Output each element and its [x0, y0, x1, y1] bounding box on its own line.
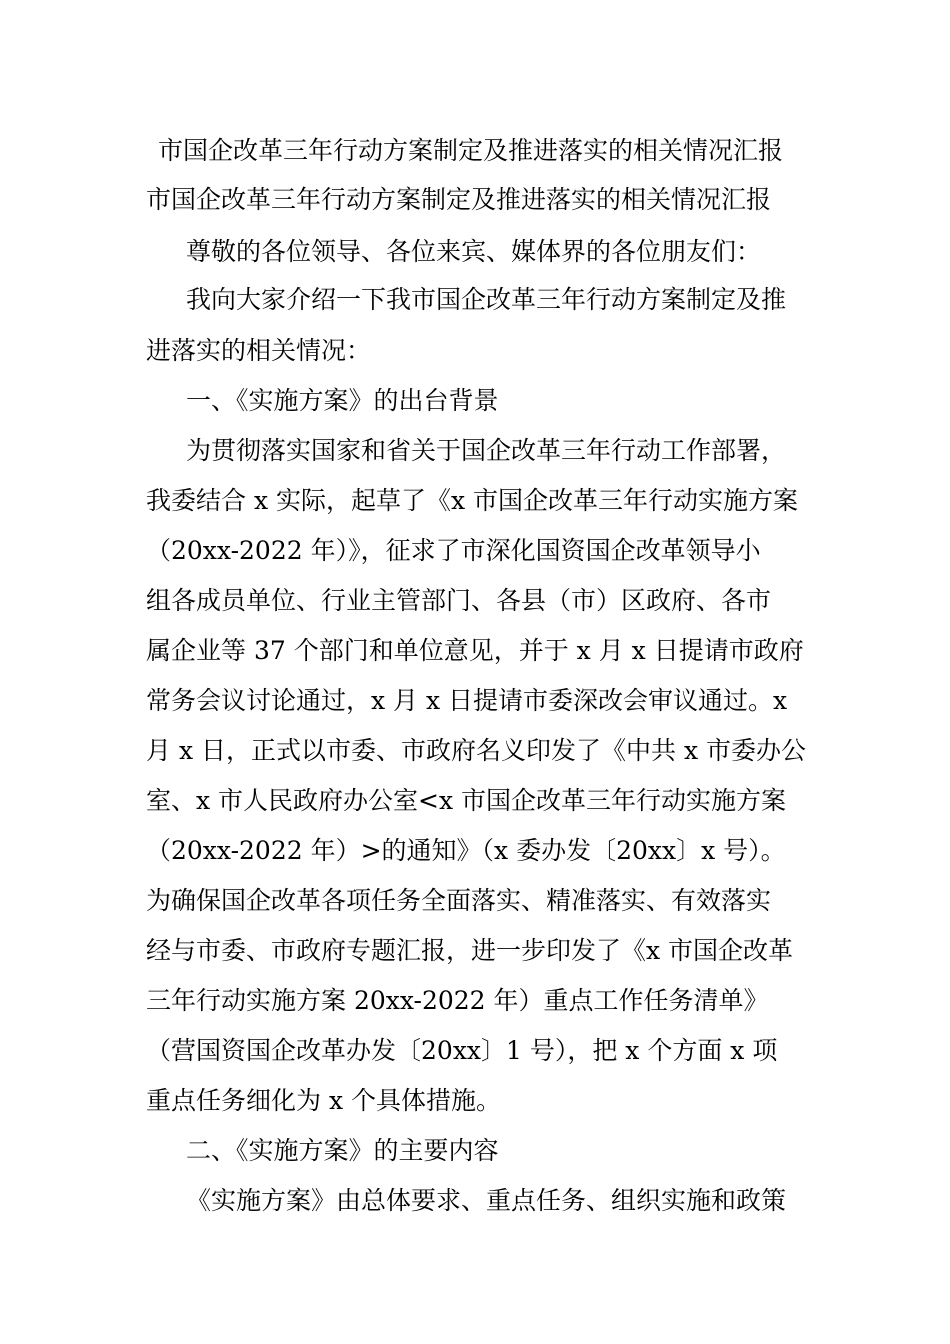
section-heading-2: 二、《实施方案》的主要内容: [186, 1136, 499, 1165]
paragraph-line: 组各成员单位、行业主管部门、各县（市）区政府、各市: [146, 586, 772, 615]
document-title: 市国企改革三年行动方案制定及推进落实的相关情况汇报: [158, 136, 784, 165]
section-heading-1: 一、《实施方案》的出台背景: [186, 386, 499, 415]
paragraph-line: 重点任务细化为 x 个具体措施。: [146, 1086, 501, 1115]
paragraph-line: 进落实的相关情况：: [146, 336, 372, 365]
salutation: 尊敬的各位领导、各位来宾、媒体界的各位朋友们：: [186, 237, 762, 266]
paragraph-line: 我向大家介绍一下我市国企改革三年行动方案制定及推: [186, 285, 787, 314]
paragraph-line: 室、x 市人民政府办公室<x 市国企改革三年行动实施方案: [146, 786, 787, 815]
paragraph-line: 为确保国企改革各项任务全面落实、精准落实、有效落实: [146, 886, 772, 915]
paragraph-line: （20xx-2022 年）》，征求了市深化国资国企改革领导小: [146, 536, 761, 565]
paragraph-line: 三年行动实施方案 20xx-2022 年）重点工作任务清单》: [146, 986, 769, 1015]
paragraph-line: （20xx-2022 年）>的通知》（x 委办发〔20xx〕x 号）。: [146, 836, 786, 865]
paragraph-line: 为贯彻落实国家和省关于国企改革三年行动工作部署，: [186, 436, 787, 465]
paragraph-line: 属企业等 37 个部门和单位意见，并于 x 月 x 日提请市政府: [146, 636, 804, 665]
paragraph-line: 经与市委、市政府专题汇报，进一步印发了《x 市国企改革: [146, 936, 794, 965]
paragraph-line: 月 x 日，正式以市委、市政府名义印发了《中共 x 市委办公: [146, 736, 806, 765]
paragraph-line: 常务会议讨论通过，x 月 x 日提请市委深改会审议通过。x: [146, 686, 788, 715]
paragraph-line: 《实施方案》由总体要求、重点任务、组织实施和政策: [186, 1186, 787, 1215]
paragraph-line: 我委结合 x 实际，起草了《x 市国企改革三年行动实施方案: [146, 486, 799, 515]
paragraph-line: （营国资国企改革办发〔20xx〕1 号），把 x 个方面 x 项: [146, 1036, 778, 1065]
document-subtitle: 市国企改革三年行动方案制定及推进落实的相关情况汇报: [146, 185, 772, 214]
